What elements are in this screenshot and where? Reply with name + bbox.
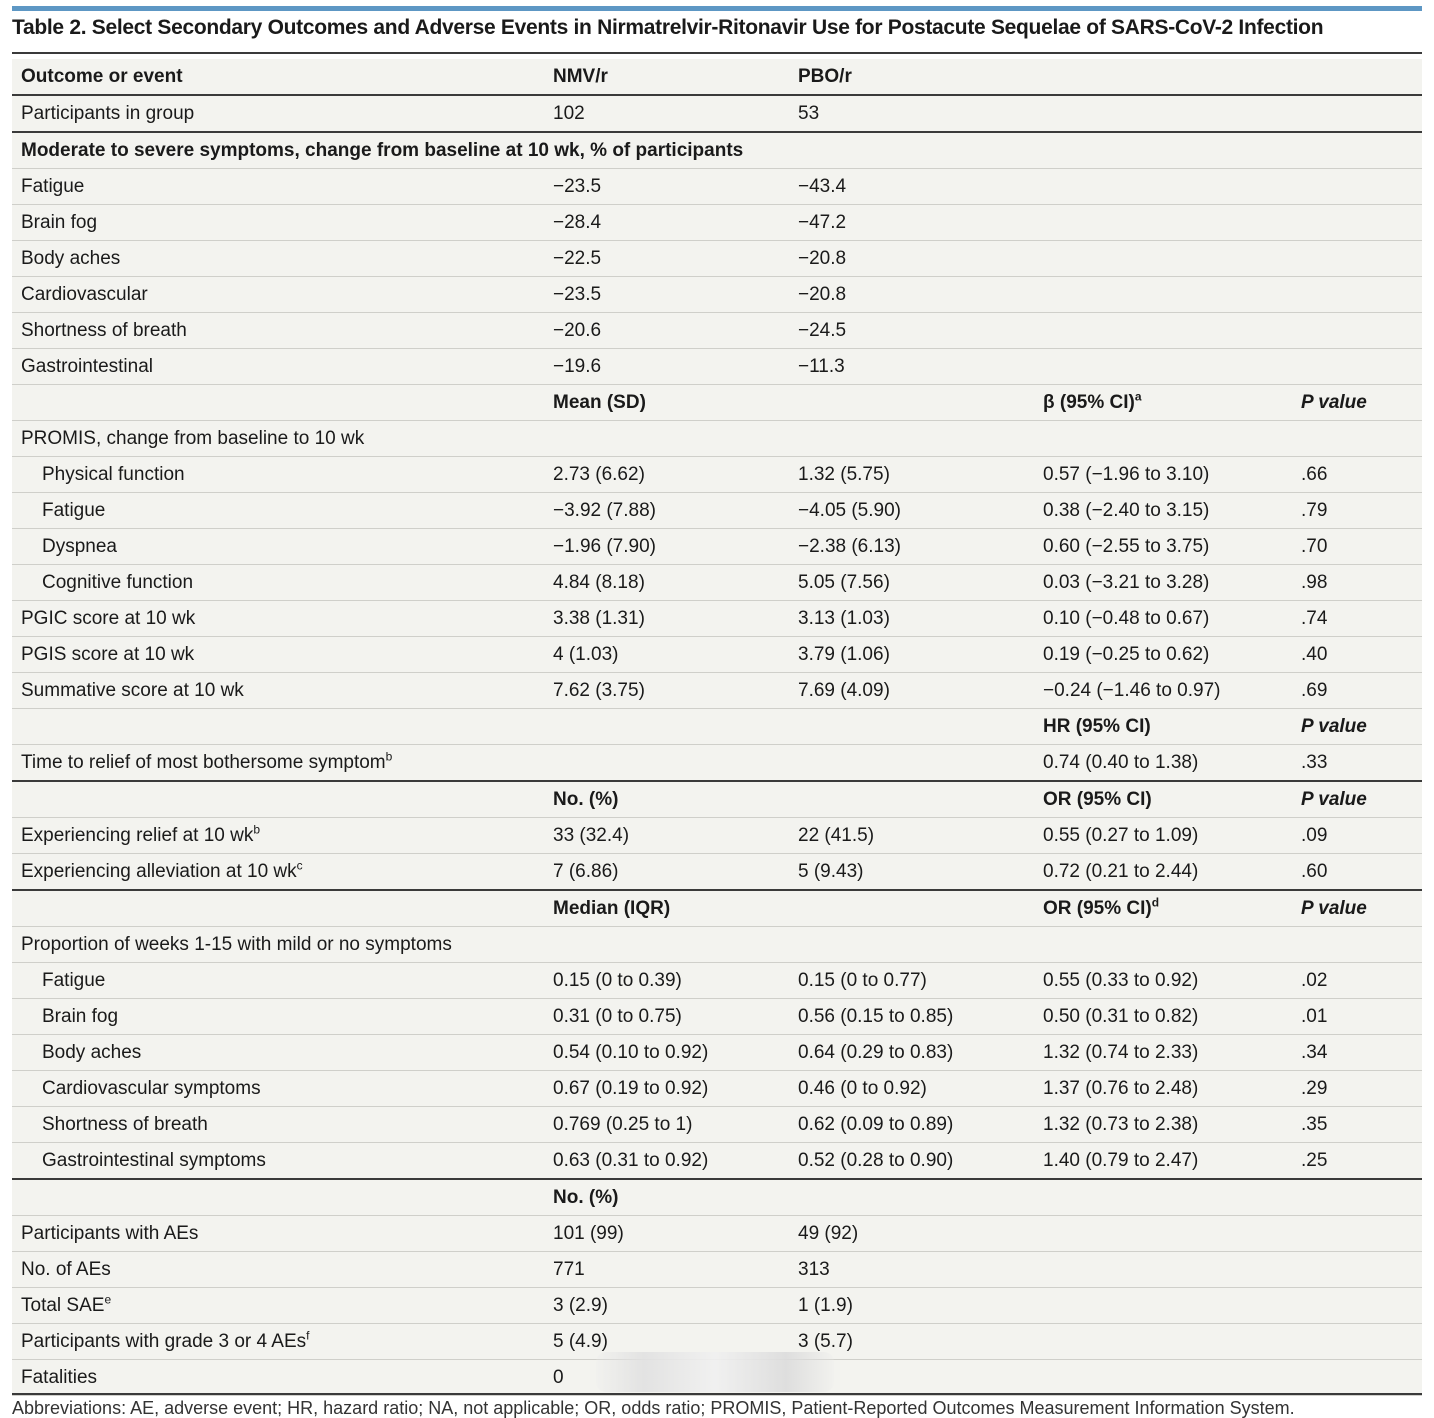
symptom-row: Body aches −22.5 −20.8 bbox=[12, 241, 1422, 277]
table-footnote: Abbreviations: AE, adverse event; HR, hazard ratio; NA, not applicable; OR, odds ratio; PROMIS, Patient-Reported Outcomes Measurement Information System. bbox=[12, 1398, 1295, 1418]
table-title: Table 2. Select Secondary Outcomes and Adverse Events in Nirmatrelvir-Ritonavir Use for Postacute Sequelae of SARS-CoV-2 Infection bbox=[12, 16, 1324, 39]
hr-header-row: HR (95% CI) P value bbox=[12, 709, 1422, 745]
symptom-row: Fatigue −23.5 −43.4 bbox=[12, 169, 1422, 205]
header-outcome: Outcome or event bbox=[12, 59, 544, 95]
proportion-row: Cardiovascular symptoms 0.67 (0.19 to 0.92) 0.46 (0 to 0.92) 1.37 (0.76 to 2.48) .29 bbox=[12, 1071, 1422, 1107]
symptom-row: Gastrointestinal −19.6 −11.3 bbox=[12, 349, 1422, 385]
symptom-row: Brain fog −28.4 −47.2 bbox=[12, 205, 1422, 241]
mean-header-row: Mean (SD) β (95% CI)$^a$ P value bbox=[12, 385, 1422, 421]
symptom-row: Shortness of breath −20.6 −24.5 bbox=[12, 313, 1422, 349]
relief-section bbox=[12, 818, 1422, 891]
median-header-row: Median (IQR) OR (95% CI)$^d$ P value bbox=[12, 890, 1422, 927]
outcomes-table bbox=[12, 59, 1422, 1396]
promis-row: Physical function 2.73 (6.62) 1.32 (5.75) 0.57 (−1.96 to 3.10) .66 bbox=[12, 457, 1422, 493]
ae-row: Total SAE$^e$ 3 (2.9) 1 (1.9) bbox=[12, 1288, 1422, 1324]
promis-heading-row: PROMIS, change from baseline to 10 wk bbox=[12, 421, 1422, 457]
symptom-row: Cardiovascular −23.5 −20.8 bbox=[12, 277, 1422, 313]
score-row: PGIC score at 10 wk 3.38 (1.31) 3.13 (1.03) 0.10 (−0.48 to 0.67) .74 bbox=[12, 601, 1422, 637]
no-header-row: No. (%) OR (95% CI) P value bbox=[12, 781, 1422, 818]
proportion-row: Fatigue 0.15 (0 to 0.39) 0.15 (0 to 0.77) 0.55 (0.33 to 0.92) .02 bbox=[12, 963, 1422, 999]
scores-section bbox=[12, 601, 1422, 709]
promis-row: Dyspnea −1.96 (7.90) −2.38 (6.13) 0.60 (−2.55 to 3.75) .70 bbox=[12, 529, 1422, 565]
header-row bbox=[12, 59, 1422, 95]
score-row: Summative score at 10 wk 7.62 (3.75) 7.69 (4.09) −0.24 (−1.46 to 0.97) .69 bbox=[12, 673, 1422, 709]
redacted-region bbox=[596, 1352, 834, 1392]
ae-row: Participants with grade 3 or 4 AEs$^f$ 5 (4.9) 3 (5.7) bbox=[12, 1324, 1422, 1360]
proportion-row: Gastrointestinal symptoms 0.63 (0.31 to 0.92) 0.52 (0.28 to 0.90) 1.40 (0.79 to 2.47) .25 bbox=[12, 1143, 1422, 1180]
score-row: PGIS score at 10 wk 4 (1.03) 3.79 (1.06) 0.19 (−0.25 to 0.62) .40 bbox=[12, 637, 1422, 673]
ae-row: No. of AEs 771 313 bbox=[12, 1252, 1422, 1288]
ae-row: Fatalities 0 bbox=[12, 1360, 1422, 1396]
top-accent-bar bbox=[12, 6, 1422, 11]
title-rule bbox=[12, 52, 1422, 54]
proportion-row: Brain fog 0.31 (0 to 0.75) 0.56 (0.15 to 0.85) 0.50 (0.31 to 0.82) .01 bbox=[12, 999, 1422, 1035]
promis-row: Cognitive function 4.84 (8.18) 5.05 (7.56) 0.03 (−3.21 to 3.28) .98 bbox=[12, 565, 1422, 601]
relief-row: Experiencing relief at 10 $wk^b$ 33 (32.4) 22 (41.5) 0.55 (0.27 to 1.09) .09 bbox=[12, 818, 1422, 854]
bottom-rule bbox=[12, 1393, 1422, 1395]
promis-section bbox=[12, 457, 1422, 601]
proportion-row: Shortness of breath 0.769 (0.25 to 1) 0.62 (0.09 to 0.89) 1.32 (0.73 to 2.38) .35 bbox=[12, 1107, 1422, 1143]
symptoms-section bbox=[12, 169, 1422, 385]
promis-row: Fatigue −3.92 (7.88) −4.05 (5.90) 0.38 (−2.40 to 3.15) .79 bbox=[12, 493, 1422, 529]
ae-row: Participants with AEs 101 (99) 49 (92) bbox=[12, 1216, 1422, 1252]
time-to-relief-row: Time to relief of most bothersome symptom$^b$ 0.74 (0.40 to 1.38) .33 bbox=[12, 745, 1422, 782]
proportion-section bbox=[12, 963, 1422, 1180]
header-nmv: NMV/r bbox=[544, 59, 789, 95]
participants-row: Participants in group 102 53 bbox=[12, 95, 1422, 132]
header-pbo: PBO/r bbox=[789, 59, 1034, 95]
ae-header-row: No. (%) bbox=[12, 1179, 1422, 1216]
symptoms-heading-row: Moderate to severe symptoms, change from baseline at 10 wk, % of participants bbox=[12, 132, 1422, 169]
proportion-heading-row: Proportion of weeks 1-15 with mild or no symptoms bbox=[12, 927, 1422, 963]
proportion-row: Body aches 0.54 (0.10 to 0.92) 0.64 (0.29 to 0.83) 1.32 (0.74 to 2.33) .34 bbox=[12, 1035, 1422, 1071]
relief-row: Experiencing alleviation at 10 $wk^c$ 7 (6.86) 5 (9.43) 0.72 (0.21 to 2.44) .60 bbox=[12, 854, 1422, 891]
